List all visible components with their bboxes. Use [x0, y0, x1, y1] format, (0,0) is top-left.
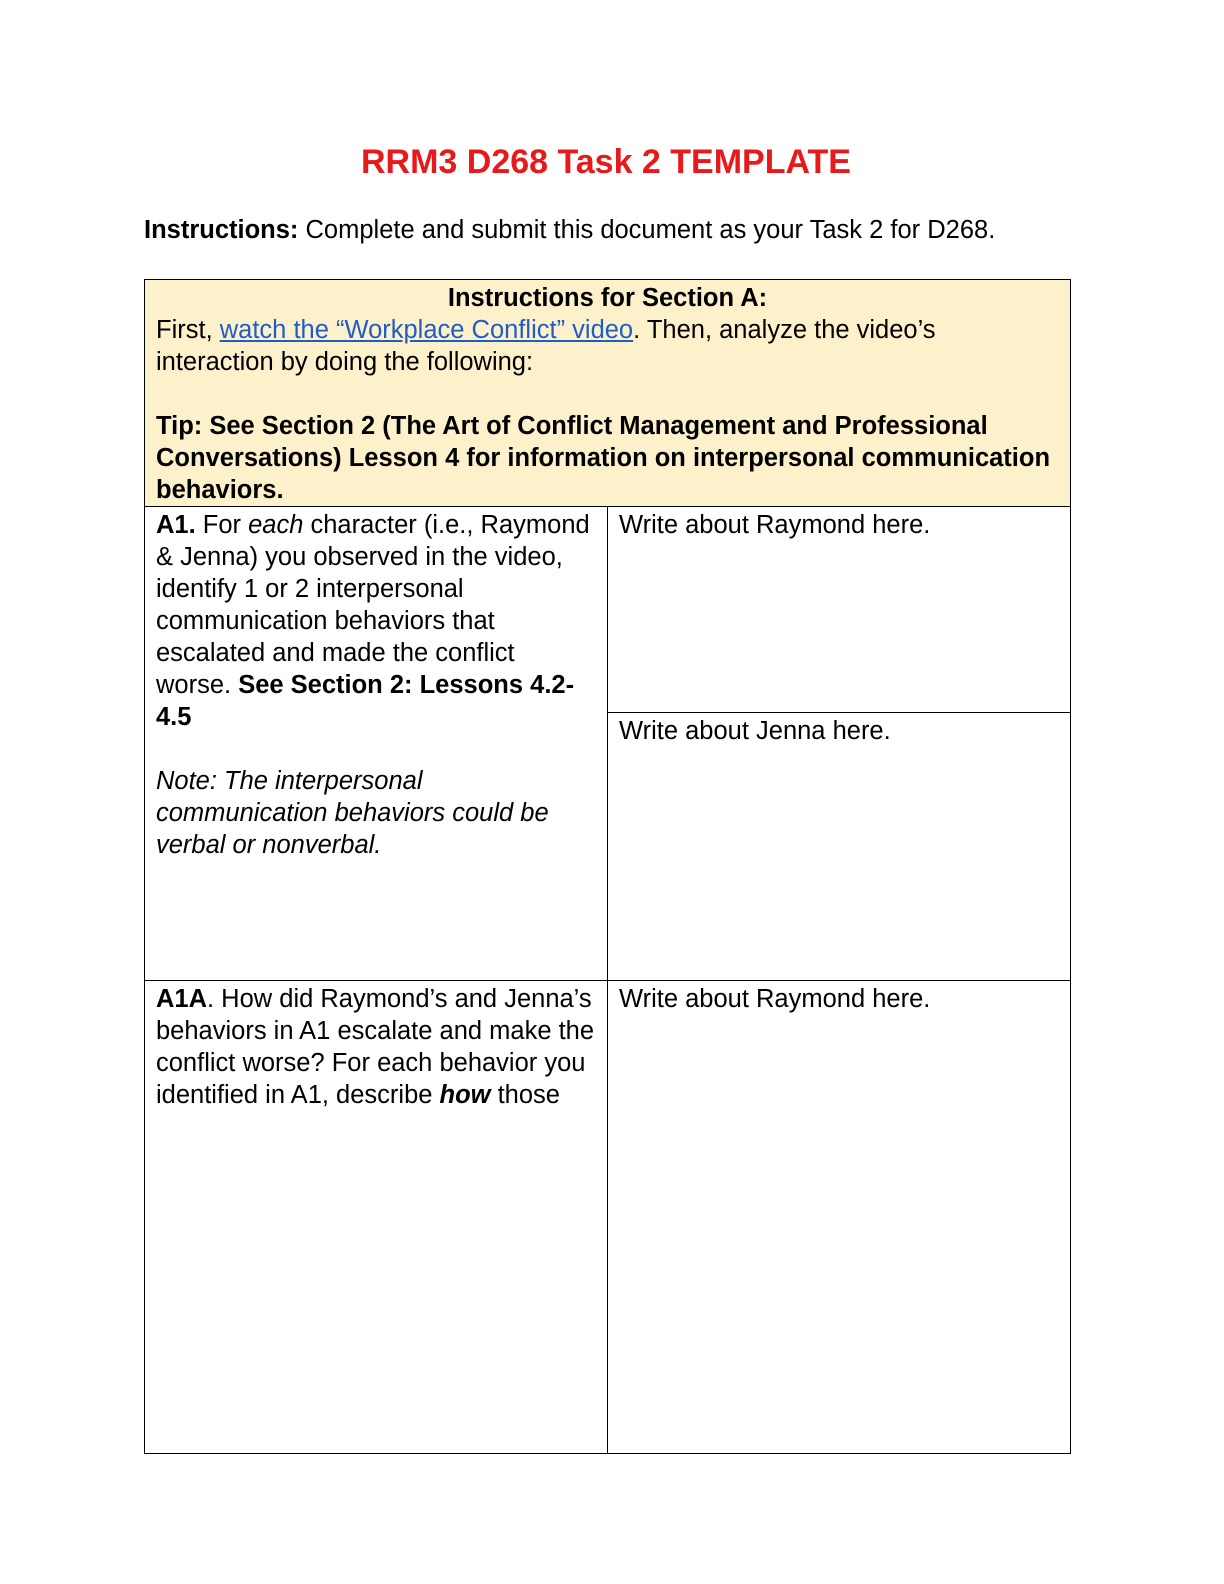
a1a-text-post: those — [490, 1081, 560, 1109]
a1-text-post: character (i.e., Raymond & Jenna) you observed in the video, identify 1 or 2 interpersonal communication behaviors that escalated and made the conflict worse. — [156, 511, 590, 699]
task-table — [144, 279, 1071, 1454]
a1-note: Note: The interpersonal communication behaviors could be verbal or nonverbal. — [156, 767, 549, 859]
a1a-text-em: how — [439, 1081, 491, 1109]
a1-text-pre: For — [195, 511, 249, 539]
a1-prompt — [156, 509, 596, 733]
a1-text-em: each — [248, 511, 304, 539]
a1-label: A1. — [156, 511, 196, 539]
a1-raymond-placeholder: Write about Raymond here. — [619, 511, 931, 539]
a1a-text-pre: . How did Raymond’s and Jenna’s behaviors in A1 escalate and make the conflict worse? For each behavior you identified in A1, describe — [156, 985, 595, 1109]
a1-see-reference: See Section 2: Lessons 4.2-4.5 — [156, 671, 575, 731]
section-a-tip: Tip: See Section 2 (The Art of Conflict Management and Professional Conversations) Lesson 4 for information on interpersonal communication behaviors. — [156, 412, 1051, 504]
workplace-conflict-video-link[interactable]: watch the “Workplace Conflict” video — [219, 316, 634, 344]
section-a-prefix: First, — [156, 316, 220, 344]
section-a-instructions-cell — [145, 280, 1071, 507]
a1a-prompt-cell — [145, 981, 608, 1454]
a1a-prompt — [156, 983, 596, 1111]
a1-raymond-answer-cell[interactable] — [608, 507, 1071, 713]
instructions-paragraph — [144, 214, 1024, 246]
a1a-raymond-answer-cell[interactable] — [608, 981, 1071, 1454]
section-a-suffix: . Then, analyze the video’s interaction by doing the following: — [156, 316, 936, 376]
a1-prompt-cell — [145, 507, 608, 981]
a1a-raymond-placeholder: Write about Raymond here. — [619, 985, 931, 1013]
a1-jenna-placeholder: Write about Jenna here. — [619, 717, 891, 745]
a1-jenna-answer-cell[interactable] — [608, 713, 1071, 981]
section-a-heading: Instructions for Section A: — [447, 284, 768, 312]
section-a-instructions — [156, 314, 1059, 378]
instructions-text: Complete and submit this document as your Task 2 for D268. — [298, 216, 996, 244]
a1a-label: A1A — [156, 985, 208, 1013]
instructions-label: Instructions: — [144, 216, 299, 244]
document-title: RRM3 D268 Task 2 TEMPLATE — [361, 143, 851, 181]
